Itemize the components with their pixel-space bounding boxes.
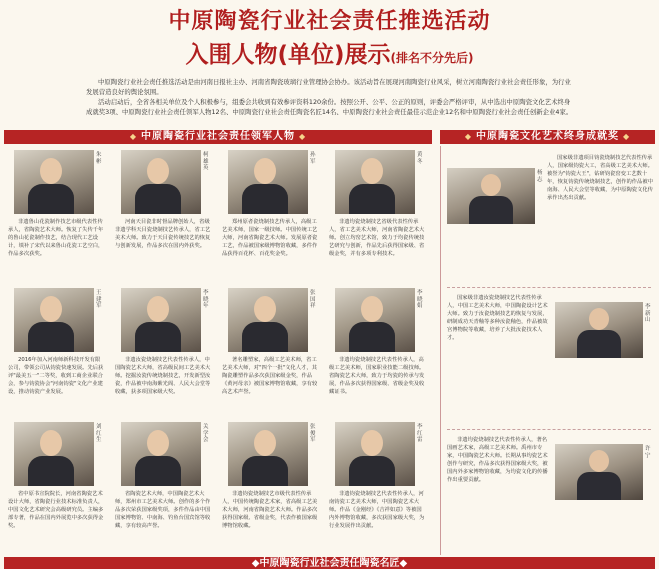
portrait-photo: [335, 288, 415, 352]
leader-card: [4, 146, 107, 280]
leader-bio: 2016年加入河南师新科技开发有限公司，带领公司从钧瓷快速发展。先后获评"最美五一"二等奖，收到工商企业联合会，参与钧瓷协会"河南钧瓷"文化产业建设，推动钧瓷产业发展。: [8, 357, 104, 395]
leaders-grid: [4, 146, 432, 555]
leader-card: [325, 284, 428, 418]
section-banner-leaders: [4, 130, 432, 144]
subtitle-text: 入围人物(单位)展示: [185, 42, 391, 68]
page-title: 中原陶瓷行业社会责任推选活动: [168, 9, 491, 34]
photo-caption: 孙军: [310, 152, 316, 165]
leader-card: [111, 284, 214, 418]
photo-caption: 张俊军: [310, 424, 316, 443]
photo-caption: 李晓年: [203, 290, 209, 309]
leader-card: [325, 146, 428, 280]
achievement-entry: [443, 434, 655, 569]
portrait-photo: [14, 288, 94, 352]
section-banner-craftsmen: [4, 557, 655, 569]
entry-text: 非遗均瓷烧制技艺代表性传承人，著名国画艺术家，高级工艺美术师。禹州市专家，中国陶瓷艺术大师。长期从事均瓷艺术创作与研究，作品多次获得国家级大奖，被国内外多家博物馆收藏，为均瓷文化的传播作出重要贡献。: [447, 437, 548, 483]
photo-caption: 李红雷: [417, 424, 423, 443]
leader-bio: 郑州原者瓷烧制技艺传承人，高级工艺美术师，国家一级技师。中国传统工艺大师，河南省陶瓷艺术大师。发展原者瓷工艺，作品被国家级博物馆收藏，多件作品获得百花杯、百花奖金奖。: [222, 219, 318, 257]
leader-bio: 省陶瓷艺术大师，中国陶瓷艺术大师，郑州市工艺美术大师。创作的多个作品多次荣获国家级奖项，多件作品由中国国家博物馆、中南海、钓鱼台国宾馆等收藏，享有较高声誉。: [115, 491, 211, 529]
photo-caption: 黄冬: [417, 152, 423, 165]
entry-text: 国家级非遗汝瓷烧制技艺代表性传承人，中国工艺美术大师，中国陶瓷设计艺术大师。致力于汝瓷烧制技艺的恢复与发展，研制成功天青釉等多种汝瓷釉色，作品被故宫博物院等收藏，培养了大批汝瓷技术人才。: [447, 295, 548, 341]
ornament-icon: ◆: [399, 558, 408, 569]
portrait-photo: [555, 302, 643, 358]
section-banner-achievement: [440, 130, 655, 144]
leader-bio: 河南天目瓷非时督品牌创始人，省级非遗学科天目瓷烧制技艺传承人，省工艺美术大师。致力于天目瓷传统技艺的恢复与创新发展，作品多次在国内外获奖。: [115, 219, 211, 249]
entry-text: 国家级非遗项目钧瓷烧制技艺代表性传承人，国家级钧瓷大工，省高级工艺美术大师。被誉为"钧瓷大王"，钻研钧瓷窑变工艺数十年，恢复钧瓷传统烧制技艺，创作的作品被中南海、人民大会堂等收藏，为中原陶瓷文化传承作出杰出贡献。: [547, 155, 653, 201]
leader-card: [111, 418, 214, 552]
leader-card: [4, 284, 107, 418]
leader-bio: 非遗鲁山花瓷制作技艺市级代表性传承人，省陶瓷艺术大师。恢复了失传千年的鲁山花瓷制作技艺，结合现代工艺设计，填补了宋代以来鲁山花瓷工艺空白，作品多次获奖。: [8, 219, 104, 257]
intro-text: [86, 77, 574, 117]
ornament-icon: ◆: [623, 132, 631, 141]
portrait-photo: [14, 422, 94, 486]
portrait-photo: [447, 168, 535, 224]
leader-card: [218, 284, 321, 418]
leader-bio: 非遗均瓷烧制技艺省级代表性传承人，省工艺美术大师，河南省陶瓷艺术大师。创立均窑艺术馆，致力于均瓷传统技艺研究与创新，作品先后获得国家级、省级金奖，并有多项专利技术。: [329, 219, 425, 257]
intro-paragraph-1: 中原陶瓷行业社会责任推选活动是由河南日报社主办、河南省陶瓷玻璃行业管理协会协办。该活动旨在展现河南陶瓷行业风采，树立河南陶瓷行业社会责任形象，为行业发展营造良好的舆论氛围。: [86, 78, 571, 96]
photo-caption: 杨志: [537, 170, 543, 183]
photo-caption: 王建军: [96, 290, 102, 309]
leader-bio: 非遗钧瓷烧制技艺市级代表性传承人，中国传统陶瓷艺术家，省高级工艺美术大师，河南省陶瓷艺术大师。作品多次获得国家级、省级金奖，代表作被国家级博物馆收藏。: [222, 491, 318, 529]
ornament-icon: ◆: [299, 132, 307, 141]
section-title-craftsmen: 中原陶瓷行业社会责任陶瓷名匠: [259, 558, 400, 569]
photo-caption: 李新山: [645, 304, 651, 323]
entry-divider: [447, 287, 651, 288]
leader-card: [111, 146, 214, 280]
achievement-entry: [443, 292, 655, 428]
portrait-photo: [555, 444, 643, 500]
leader-bio: 非遗汝瓷烧制技艺代表性传承人，中国陶瓷艺术大师，省高级民间工艺美术大师。挖掘汝瓷传统烧制技艺，开发新型汝瓷，作品被中南海紫光阁、人民大会堂等收藏，获多项国家级大奖。: [115, 357, 211, 395]
photo-caption: 张国祥: [310, 290, 316, 309]
leader-bio: 非遗均瓷烧制技艺代表性传承人，高级工艺美术师，国家职业技能二级技师。省陶瓷艺术大师，致力于均瓷的传承与发展，作品多次获得国家级、省级金奖及收藏证书。: [329, 357, 425, 395]
portrait-photo: [121, 422, 201, 486]
page-subtitle: [0, 36, 659, 69]
portrait-photo: [14, 150, 94, 214]
photo-caption: 朱彬: [96, 152, 102, 165]
portrait-photo: [335, 422, 415, 486]
photo-caption: 关学会: [203, 424, 209, 443]
leader-bio: 著名雕塑家，高级工艺美术师，省工艺美术大师，对"四个一批"文化人才，其陶瓷雕塑作品多次获国家级金奖，作品《黄河母亲》被国家博物馆收藏，享有较高艺术声誉。: [222, 357, 318, 395]
leader-card: [325, 418, 428, 552]
ornament-icon: ◆: [251, 558, 260, 569]
achievement-column: [440, 146, 656, 555]
photo-caption: 许宁: [645, 446, 651, 459]
section-title-achievement: 中原陶瓷文化艺术终身成就奖: [476, 131, 619, 142]
portrait-photo: [335, 150, 415, 214]
leader-card: [218, 146, 321, 280]
leader-bio: 省中原书宣院院长，河南省陶瓷艺术设计大师，省陶瓷行业技术标准负责人，中国文化艺术研究会高级研究员。主编多部专著，作品在国内外展览中多次获得金奖。: [8, 491, 104, 529]
section-title-leaders: 中原陶瓷行业社会责任领军人物: [141, 131, 295, 142]
portrait-photo: [121, 150, 201, 214]
ornament-icon: ◆: [464, 132, 472, 141]
ranking-note: (排名不分先后): [390, 51, 474, 65]
portrait-photo: [228, 150, 308, 214]
leader-bio: 非遗钧瓷烧制技艺代表性传承人，河南钧瓷工艺美术大师，中国陶瓷艺术大师。作品《金刚经》《吉祥如意》等被国内外博物馆收藏，多次获国家级大奖，为行业发展作出贡献。: [329, 491, 425, 529]
portrait-photo: [228, 422, 308, 486]
entry-divider: [447, 429, 651, 430]
photo-caption: 李晓娟: [417, 290, 423, 309]
ornament-icon: ◆: [129, 132, 137, 141]
photo-caption: 刘红生: [96, 424, 102, 443]
photo-caption: 柯雄英: [203, 152, 209, 171]
leader-card: [4, 418, 107, 552]
portrait-photo: [121, 288, 201, 352]
intro-paragraph-2: 活动启动后，全省各相关单位及个人积极参与，组委会共收到有效参评资料120余份。按照公开、公平、公正的原则，评委会严格评审，从中选出中原陶瓷文化艺术终身成就奖3项、中原陶瓷行业社会责任领军人物12名、中原陶瓷行业社会责任陶瓷名匠14名、中原陶瓷行业社会责任最佳示范企业12名和中原陶瓷行业社会责任创新企业4家。: [86, 98, 573, 116]
portrait-photo: [228, 288, 308, 352]
leader-card: [218, 418, 321, 552]
achievement-entry: [443, 150, 655, 286]
